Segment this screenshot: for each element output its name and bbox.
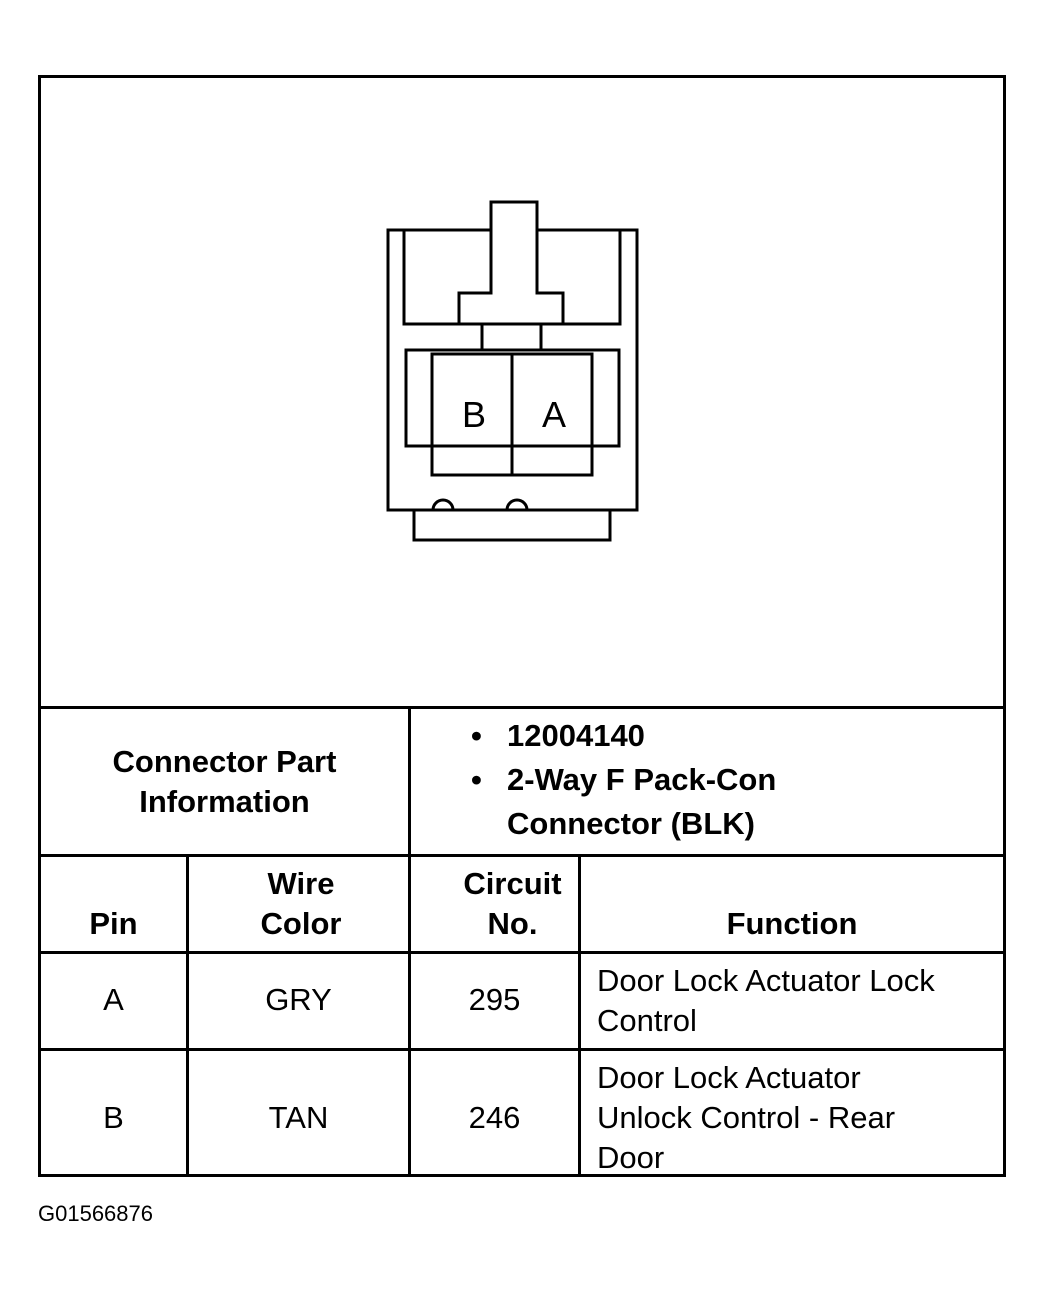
part-info-list (471, 714, 991, 846)
connector-face-diagram (41, 78, 1003, 706)
row-b-pin: B (103, 1100, 124, 1135)
connector-bottom-key (414, 510, 610, 540)
header-pin: Pin (89, 906, 138, 941)
connector-inner-top (404, 230, 620, 324)
row-b-wire-color: TAN (268, 1100, 329, 1135)
table-top-rule (41, 706, 1003, 709)
part-info-label: Connector Part Information (112, 744, 337, 819)
cavity-label-a: A (541, 394, 567, 435)
header-wire-color: Wire Color (260, 866, 342, 941)
cavity-label-b: B (461, 394, 487, 435)
row-b-circuit-no: 246 (468, 1100, 521, 1135)
row-b-function: Door Lock Actuator Unlock Control - Rear Door (597, 1060, 896, 1175)
connector-figure-frame (38, 75, 1006, 1177)
header-function: Function (726, 906, 858, 941)
connector-description: • 2-Way F Pack-Con Connector (BLK) (471, 758, 847, 846)
connector-latch (491, 202, 537, 230)
row-a-wire-color: GRY (265, 982, 332, 1017)
row-a-function: Door Lock Actuator Lock Control (597, 963, 935, 1038)
part-number: • 12004140 (471, 714, 991, 758)
connector-latch-stem (459, 230, 563, 324)
header-circuit-no: Circuit No. (463, 866, 562, 941)
row-a-circuit-no: 295 (468, 982, 521, 1017)
figure-id: G01566876 (38, 1201, 153, 1226)
row-a-pin: A (103, 982, 124, 1017)
